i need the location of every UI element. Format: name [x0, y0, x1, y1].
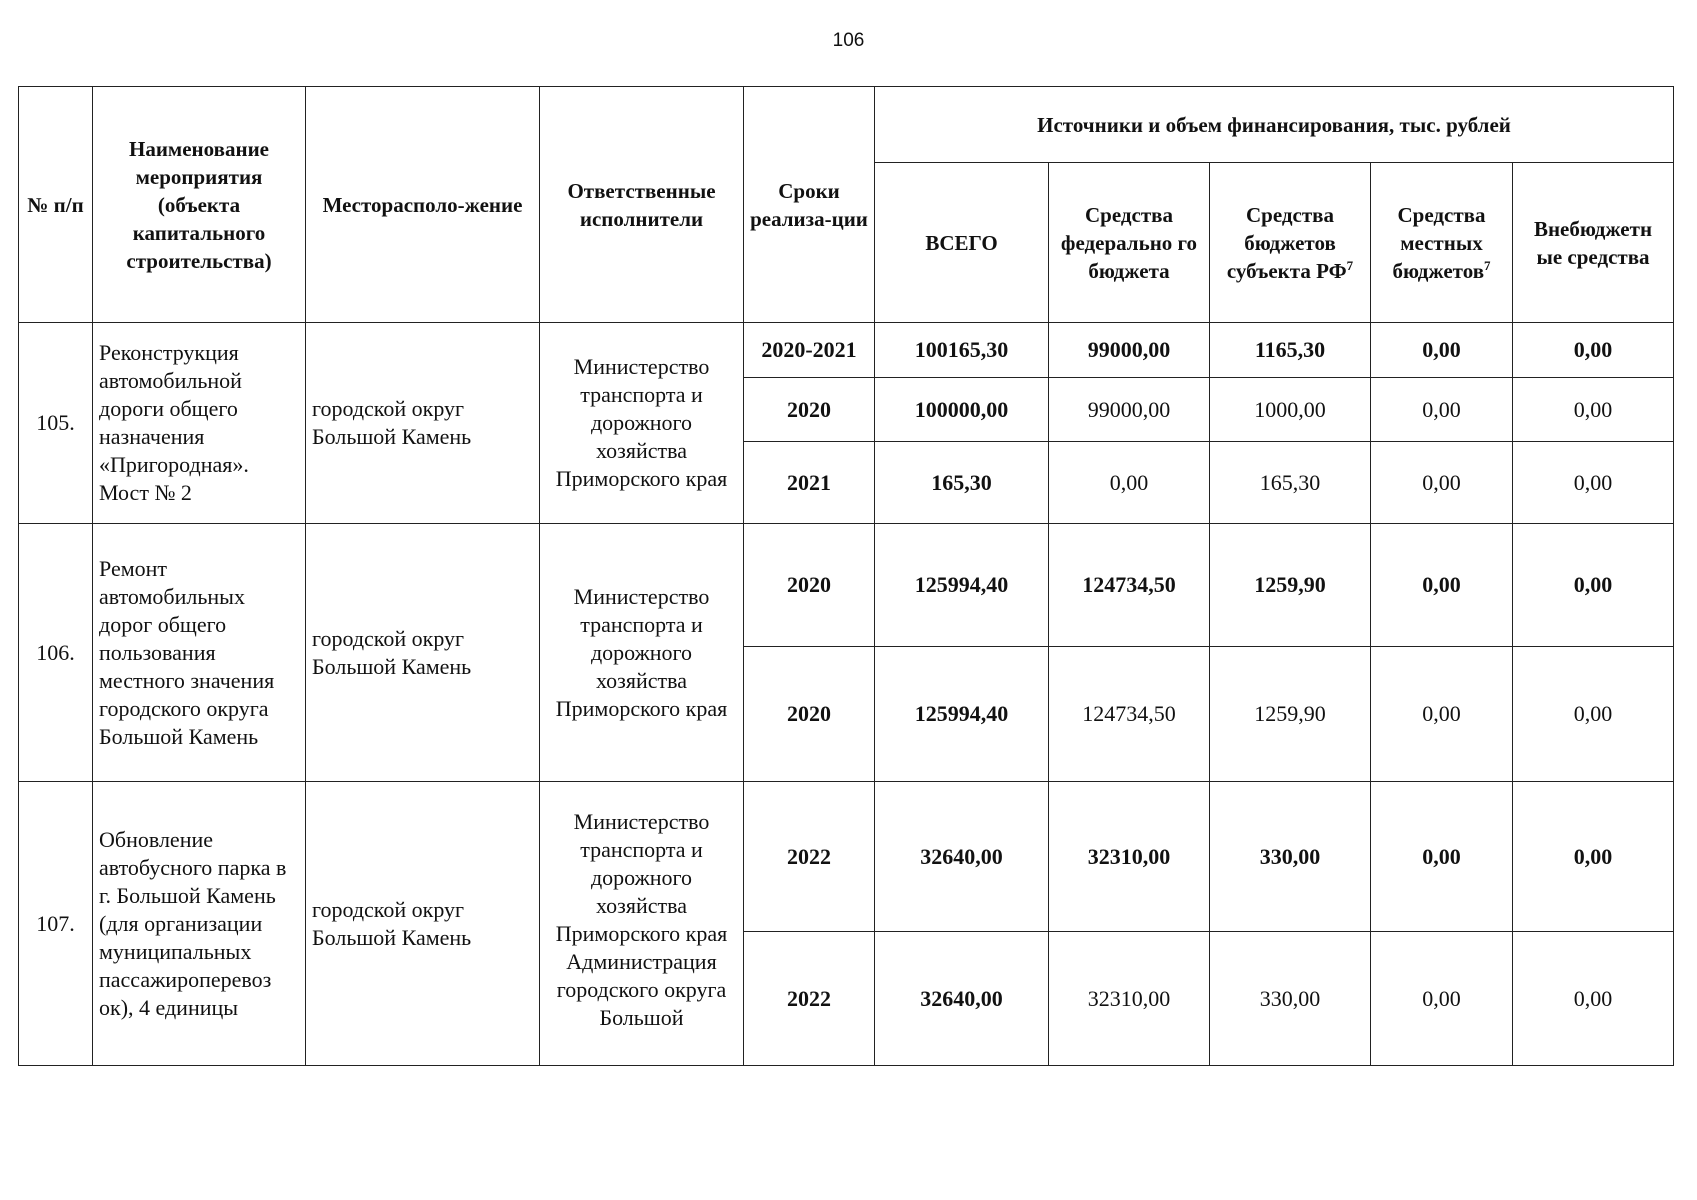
responsible-text: Министерство транспорта и дорожного хозяйства Приморского края Администрация городского округа Большой [555, 809, 728, 1030]
cell-year: 2020-2021 [744, 323, 875, 378]
table-row [19, 782, 1674, 932]
cell-subject: 165,30 [1210, 442, 1371, 524]
header-local-footnote: 7 [1484, 257, 1491, 273]
cell-total: 125994,40 [875, 524, 1049, 647]
cell-federal: 0,00 [1049, 442, 1210, 524]
header-federal: Средства федерально го бюджета [1049, 163, 1210, 323]
table-row [19, 524, 1674, 647]
cell-local: 0,00 [1371, 782, 1513, 932]
cell-year: 2021 [744, 442, 875, 524]
cell-year: 2022 [744, 932, 875, 1066]
row-location: городской округ Большой Камень [306, 323, 540, 524]
cell-federal: 32310,00 [1049, 782, 1210, 932]
header-name: Наименование мероприятия (объекта капитального строительства) [93, 87, 306, 323]
page-number: 106 [832, 30, 865, 51]
header-num: № п/п [19, 87, 93, 323]
cell-offbudget: 0,00 [1513, 323, 1674, 378]
table-row [19, 323, 1674, 378]
row-name: Реконструкция автомобильной дороги общего назначения «Пригородная». Мост № 2 [93, 323, 306, 524]
cell-subject: 1259,90 [1210, 524, 1371, 647]
cell-offbudget: 0,00 [1513, 442, 1674, 524]
header-row-1 [19, 87, 1674, 163]
row-responsible: Министерство транспорта и дорожного хозяйства Приморского края [540, 323, 744, 524]
cell-year: 2020 [744, 647, 875, 782]
row-location: городской округ Большой Камень [306, 782, 540, 1066]
cell-federal: 99000,00 [1049, 378, 1210, 442]
header-local-label: Средства местных бюджетов [1392, 202, 1486, 283]
row-name: Обновление автобусного парка в г. Большой Камень (для организации муниципальных пассажироперевоз ок), 4 единицы [93, 782, 306, 1066]
row-responsible [540, 782, 744, 1066]
header-subject-footnote: 7 [1346, 257, 1354, 273]
responsible-clip [546, 808, 737, 1064]
cell-federal: 124734,50 [1049, 647, 1210, 782]
header-sources: Источники и объем финансирования, тыс. рублей [875, 87, 1674, 163]
cell-year: 2020 [744, 524, 875, 647]
cell-total: 125994,40 [875, 647, 1049, 782]
cell-local: 0,00 [1371, 647, 1513, 782]
cell-total: 100165,30 [875, 323, 1049, 378]
row-location: городской округ Большой Камень [306, 524, 540, 782]
cell-total: 165,30 [875, 442, 1049, 524]
cell-local: 0,00 [1371, 442, 1513, 524]
header-offbudget: Внебюджетн ые средства [1513, 163, 1674, 323]
cell-subject: 1000,00 [1210, 378, 1371, 442]
cell-subject: 330,00 [1210, 932, 1371, 1066]
cell-year: 2020 [744, 378, 875, 442]
cell-offbudget: 0,00 [1513, 782, 1674, 932]
row-responsible: Министерство транспорта и дорожного хозяйства Приморского края [540, 524, 744, 782]
header-responsible: Ответственные исполнители [540, 87, 744, 323]
cell-subject: 330,00 [1210, 782, 1371, 932]
cell-subject: 1165,30 [1210, 323, 1371, 378]
cell-local: 0,00 [1371, 378, 1513, 442]
row-num: 107. [19, 782, 93, 1066]
header-location: Месторасполо-жение [306, 87, 540, 323]
header-total: ВСЕГО [875, 163, 1049, 323]
cell-total: 32640,00 [875, 782, 1049, 932]
cell-year: 2022 [744, 782, 875, 932]
header-subject [1210, 163, 1371, 323]
cell-offbudget: 0,00 [1513, 524, 1674, 647]
header-local [1371, 163, 1513, 323]
row-num: 105. [19, 323, 93, 524]
cell-offbudget: 0,00 [1513, 378, 1674, 442]
cell-local: 0,00 [1371, 524, 1513, 647]
cell-subject: 1259,90 [1210, 647, 1371, 782]
cell-offbudget: 0,00 [1513, 647, 1674, 782]
cell-total: 100000,00 [875, 378, 1049, 442]
header-terms: Сроки реализа-ции [744, 87, 875, 323]
cell-federal: 99000,00 [1049, 323, 1210, 378]
cell-local: 0,00 [1371, 323, 1513, 378]
cell-federal: 124734,50 [1049, 524, 1210, 647]
header-subject-label: Средства бюджетов субъекта РФ [1226, 202, 1347, 283]
cell-federal: 32310,00 [1049, 932, 1210, 1066]
row-num: 106. [19, 524, 93, 782]
financing-table [18, 86, 1674, 1066]
cell-offbudget: 0,00 [1513, 932, 1674, 1066]
cell-local: 0,00 [1371, 932, 1513, 1066]
row-name: Ремонт автомобильных дорог общего пользования местного значения городского округа Большой Камень [93, 524, 306, 782]
cell-total: 32640,00 [875, 932, 1049, 1066]
